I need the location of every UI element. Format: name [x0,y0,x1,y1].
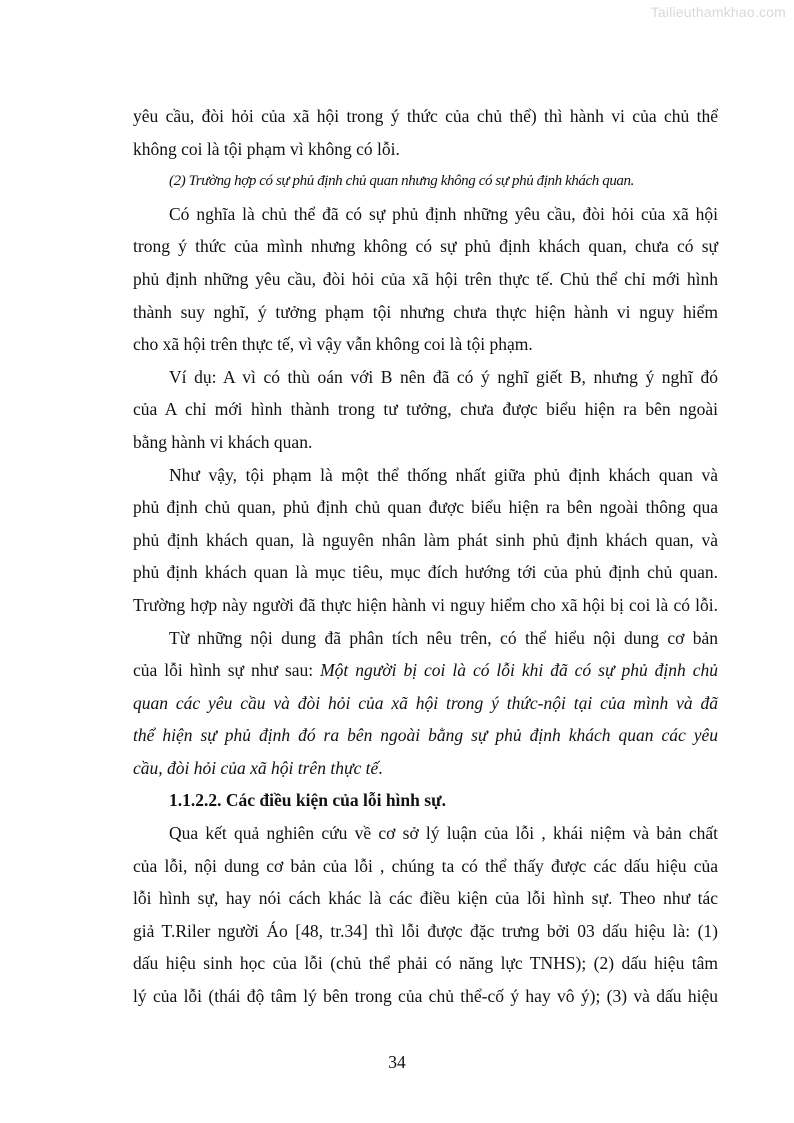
text-line: Như vậy, tội phạm là một thể thống nhất giữa phủ định khách quan và [169,464,718,485]
definition-line: quan các yêu cầu và đòi hỏi của xã hội trong ý thức-nội tại của mình và đã [133,692,718,713]
definition-run: Một người bị coi là có lỗi khi đã có sự phủ định chủ [320,660,718,681]
text-run: của lỗi hình sự như sau: [133,660,321,681]
text-line: Có nghĩa là chủ thể đã có sự phủ định những yêu cầu, đòi hỏi của xã hội [169,203,718,224]
definition-run: cầu, đòi hỏi của xã hội trên thực tế [133,757,379,778]
text-line: thành suy nghĩ, ý tưởng phạm tội nhưng chưa thực hiện hành vi nguy hiểm [133,301,718,322]
text-line: dấu hiệu sinh học của lỗi (chủ thể phải có năng lực TNHS); (2) dấu hiệu tâm [133,953,718,974]
text-line: Từ những nội dung đã phân tích nêu trên, có thể hiểu nội dung cơ bản [169,627,718,648]
page-number: 34 [388,1052,406,1072]
text-line: Qua kết quả nghiên cứu về cơ sở lý luận của lỗi , khái niệm và bản chất [169,823,718,844]
text-run: . [378,757,383,778]
watermark: Tailieuthamkhao.com [650,4,786,20]
text-line: Ví dụ: A vì có thù oán với B nên đã có ý nghĩ giết B, nhưng ý nghĩ đó [169,366,718,387]
definition-line: thể hiện sự phủ định đó ra bên ngoài bằng sự phủ định khách quan các yêu [133,725,718,746]
text-line: cho xã hội trên thực tế, vì vậy vẫn không coi là tội phạm. [133,334,533,355]
text-line: lỗi hình sự, hay nói cách khác là các điều kiện của lỗi hình sự. Theo như tác [133,888,718,909]
section-heading: 1.1.2.2. Các điều kiện của lỗi hình sự. [169,790,446,811]
text-line: của lỗi, nội dung cơ bản của lỗi , chúng ta có thể thấy được các dấu hiệu của [133,855,718,876]
text-line [133,654,718,687]
text-line: yêu cầu, đòi hỏi của xã hội trong ý thức của chủ thể) thì hành vi của chủ thể [133,106,718,126]
text-line: trong ý thức của mình nhưng không có sự phủ định khách quan, chưa có sự [133,236,718,257]
document-body [133,100,718,1013]
text-line: phủ định những yêu cầu, đòi hỏi của xã hội trên thực tế. Chủ thể chỉ mới hình [133,268,718,289]
text-line: không coi là tội phạm vì không có lỗi. [133,138,400,159]
case-heading: (2) Trường hợp có sự phủ định chủ quan nhưng không có sự phủ định khách quan. [169,173,634,190]
text-line: của A chỉ mới hình thành trong tư tưởng, chưa được biểu hiện ra bên ngoài [133,399,718,420]
text-line: lý của lỗi (thái độ tâm lý bên trong của chủ thể-cố ý hay vô ý); (3) và dấu hiệu [133,986,718,1007]
text-line: giả T.Riler người Áo [48, tr.34] thì lỗi được đặc trưng bởi 03 dấu hiệu là: (1) [133,920,718,941]
text-line: bằng hành vi khách quan. [133,431,313,452]
text-line: Trường hợp này người đã thực hiện hành vi nguy hiểm cho xã hội bị coi là có lỗi. [133,594,718,615]
text-line: phủ định khách quan, là nguyên nhân làm phát sinh phủ định khách quan, và [133,529,718,550]
definition-line [133,752,718,785]
text-line: phủ định chủ quan, phủ định chủ quan được biểu hiện ra bên ngoài thông qua [133,497,718,518]
text-line: phủ định khách quan là mục tiêu, mục đích hướng tới của phủ định chủ quan. [133,562,718,583]
